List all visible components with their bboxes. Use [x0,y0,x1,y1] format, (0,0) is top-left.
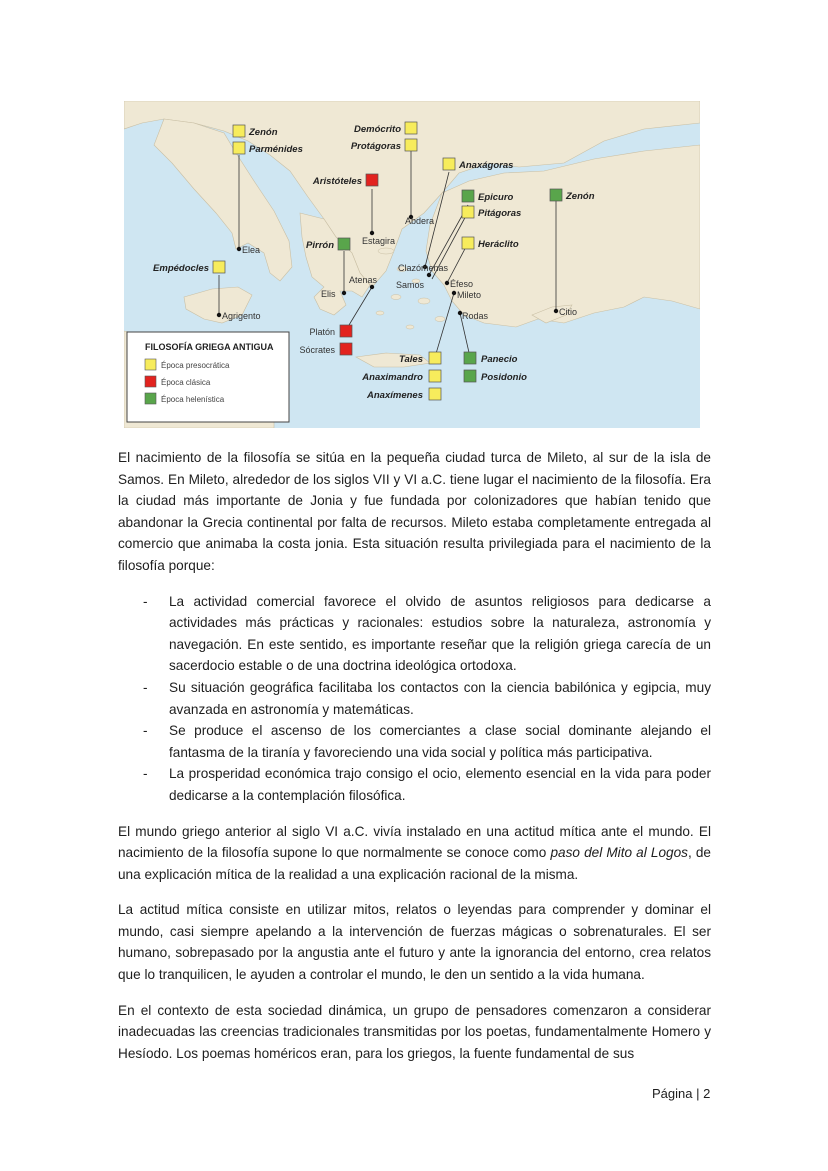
label-pitagoras: Pitágoras [478,208,522,219]
bullet-marker: - [143,679,148,695]
map-legend [127,332,289,422]
label-tales: Tales [399,354,423,365]
paragraph-2-start: El mundo griego anterior al siglo VI a.C. vivía instalado en una actitud mítica ante el mundo. El nacimiento de la filosofía supone lo que normalmente se conoce como [118,823,711,861]
city-label-abdera: Abdera [405,216,435,226]
page-footer [652,1086,710,1101]
bullet-item [143,677,711,720]
marker-platon [340,325,352,337]
city-label-mileto: Mileto [457,290,482,300]
label-platon: Platón [309,327,335,337]
mito-logos-emphasis: paso del Mito al Logos [550,845,688,861]
marker-democrito [405,122,417,134]
bullet-list [118,591,711,807]
footer-label: Página [652,1086,693,1101]
city-label-atenas: Atenas [349,275,378,285]
bullet-text: La actividad comercial favorece el olvido de asuntos religiosos para dedicarse a actividades más prácticas y racionales: estudios sobre la naturaleza, astronomía y navegación. En este sentido, es importante reseñar que la religión griega carecía de un sacerdocio estable o de una doctrina ideológica ortodoxa. [169,593,711,674]
marker-socrates [340,343,352,355]
marker-zenon-elea [233,125,245,137]
ancient-greek-philosophy-map [124,101,700,428]
city-label-elea: Elea [242,245,261,255]
city-label-estagira: Estagira [362,236,396,246]
bullet-item [143,763,711,806]
label-democrito: Demócrito [354,124,401,135]
label-panecio: Panecio [481,354,518,365]
label-anaximandro: Anaximandro [362,372,423,383]
legend-item-presocratic: Época presocrática [161,361,230,370]
paragraph-1: El nacimiento de la filosofía se sitúa en la pequeña ciudad turca de Mileto, al sur de la isla de Samos. En Mileto, alrededor de los siglos VII y VI a.C. tiene lugar el nacimiento de la filosofía. Era la ciudad más importante de Jonia y fue fundada por colonizadores que habían tenido que abandonar la Grecia continental por falta de recursos. Mileto estaba completamente entregada al comercio que animaba la costa jonia. Esta situación resulta privilegiada para el nacimiento de la filosofía porque: [118,450,711,573]
label-socrates: Sócrates [299,345,335,355]
legend-item-hellenistic: Época helenística [161,395,225,404]
paragraph-3: La actitud mítica consiste en utilizar mitos, relatos o leyendas para comprender y dominar el mundo, casi siempre apelando a la intervención de fuerzas mágicas o sobrenaturales. El ser humano, sobrepasado por la angustia ante el futuro y ante la ignorancia del entorno, crea relatos que lo tranquilicen, le ayuden a controlar el mundo, le den un sentido a la vida humana. [118,902,711,983]
marker-zenon-citio [550,189,562,201]
city-label-clazomenas: Clazómenas [398,263,449,273]
paragraph-4: En el contexto de esta sociedad dinámica, un grupo de pensadores comenzaron a considerar inadecuadas las creencias tradicionales transmitidas por los poetas, fundamentalmente Homero y Hesíodo. Los poemas homéricos eran, para los griegos, la fuente fundamental de sus [118,1002,711,1061]
bullet-text: La prosperidad económica trajo consigo el ocio, elemento esencial en la vida para poder dedicarse a la contemplación filosófica. [169,766,711,803]
label-zenon-citio: Zenón [566,191,595,202]
bullet-item [143,591,711,677]
label-epicuro: Epicuro [478,192,514,203]
marker-protagoras [405,139,417,151]
city-label-citio: Citio [559,307,578,317]
city-label-agrigento: Agrigento [222,311,261,321]
paragraph-2-end: , de una explicación mítica de la realidad a una explicación racional de la misma. [118,845,711,882]
marker-parmenides [233,142,245,154]
city-label-samos: Samos [396,280,425,290]
bullet-text: Su situación geográfica facilitaba los contactos con la ciencia babilónica y egipcia, muy avanzada en astronomía y matemáticas. [169,679,711,717]
label-heraclito: Heráclito [478,239,519,250]
label-protagoras: Protágoras [350,141,401,152]
label-posidonio: Posidonio [481,372,527,383]
marker-pitagoras [462,206,474,218]
marker-anaximandro [429,370,441,382]
city-label-rodas: Rodas [462,311,489,321]
label-empedocles: Empédocles [153,263,209,274]
bullet-marker: - [143,766,148,782]
bullet-item [143,720,711,763]
marker-anaximenes [429,388,441,400]
bullet-marker: - [143,593,148,609]
paragraph-2 [118,821,711,886]
marker-pirron [338,238,350,250]
label-anaxagoras: Anaxágoras [459,160,514,171]
marker-posidonio [464,370,476,382]
city-label-efeso: Éfeso [450,279,474,289]
city-label-elis: Elis [321,289,336,299]
body-text [118,447,711,1078]
bullet-marker: - [143,723,148,739]
marker-anaxagoras [443,158,455,170]
label-zenon-elea: Zenón [249,127,278,138]
footer-separator: | [696,1086,700,1101]
marker-heraclito [462,237,474,249]
label-pirron: Pirrón [306,240,334,251]
marker-empedocles [213,261,225,273]
page-number: 2 [703,1086,711,1101]
marker-aristoteles [366,174,378,186]
label-anaximenes: Anaxímenes [367,390,423,401]
bullet-text: Se produce el ascenso de los comerciantes a clase social dominante alejando el fantasma de la tiranía y favoreciendo una vida social y política más participativa. [169,723,711,760]
marker-epicuro [462,190,474,202]
legend-item-classic: Época clásica [161,378,211,387]
marker-tales [429,352,441,364]
marker-panecio [464,352,476,364]
legend-title: FILOSOFÍA GRIEGA ANTIGUA [145,342,274,352]
label-parmenides: Parménides [249,144,303,155]
label-aristoteles: Aristóteles [312,176,362,187]
